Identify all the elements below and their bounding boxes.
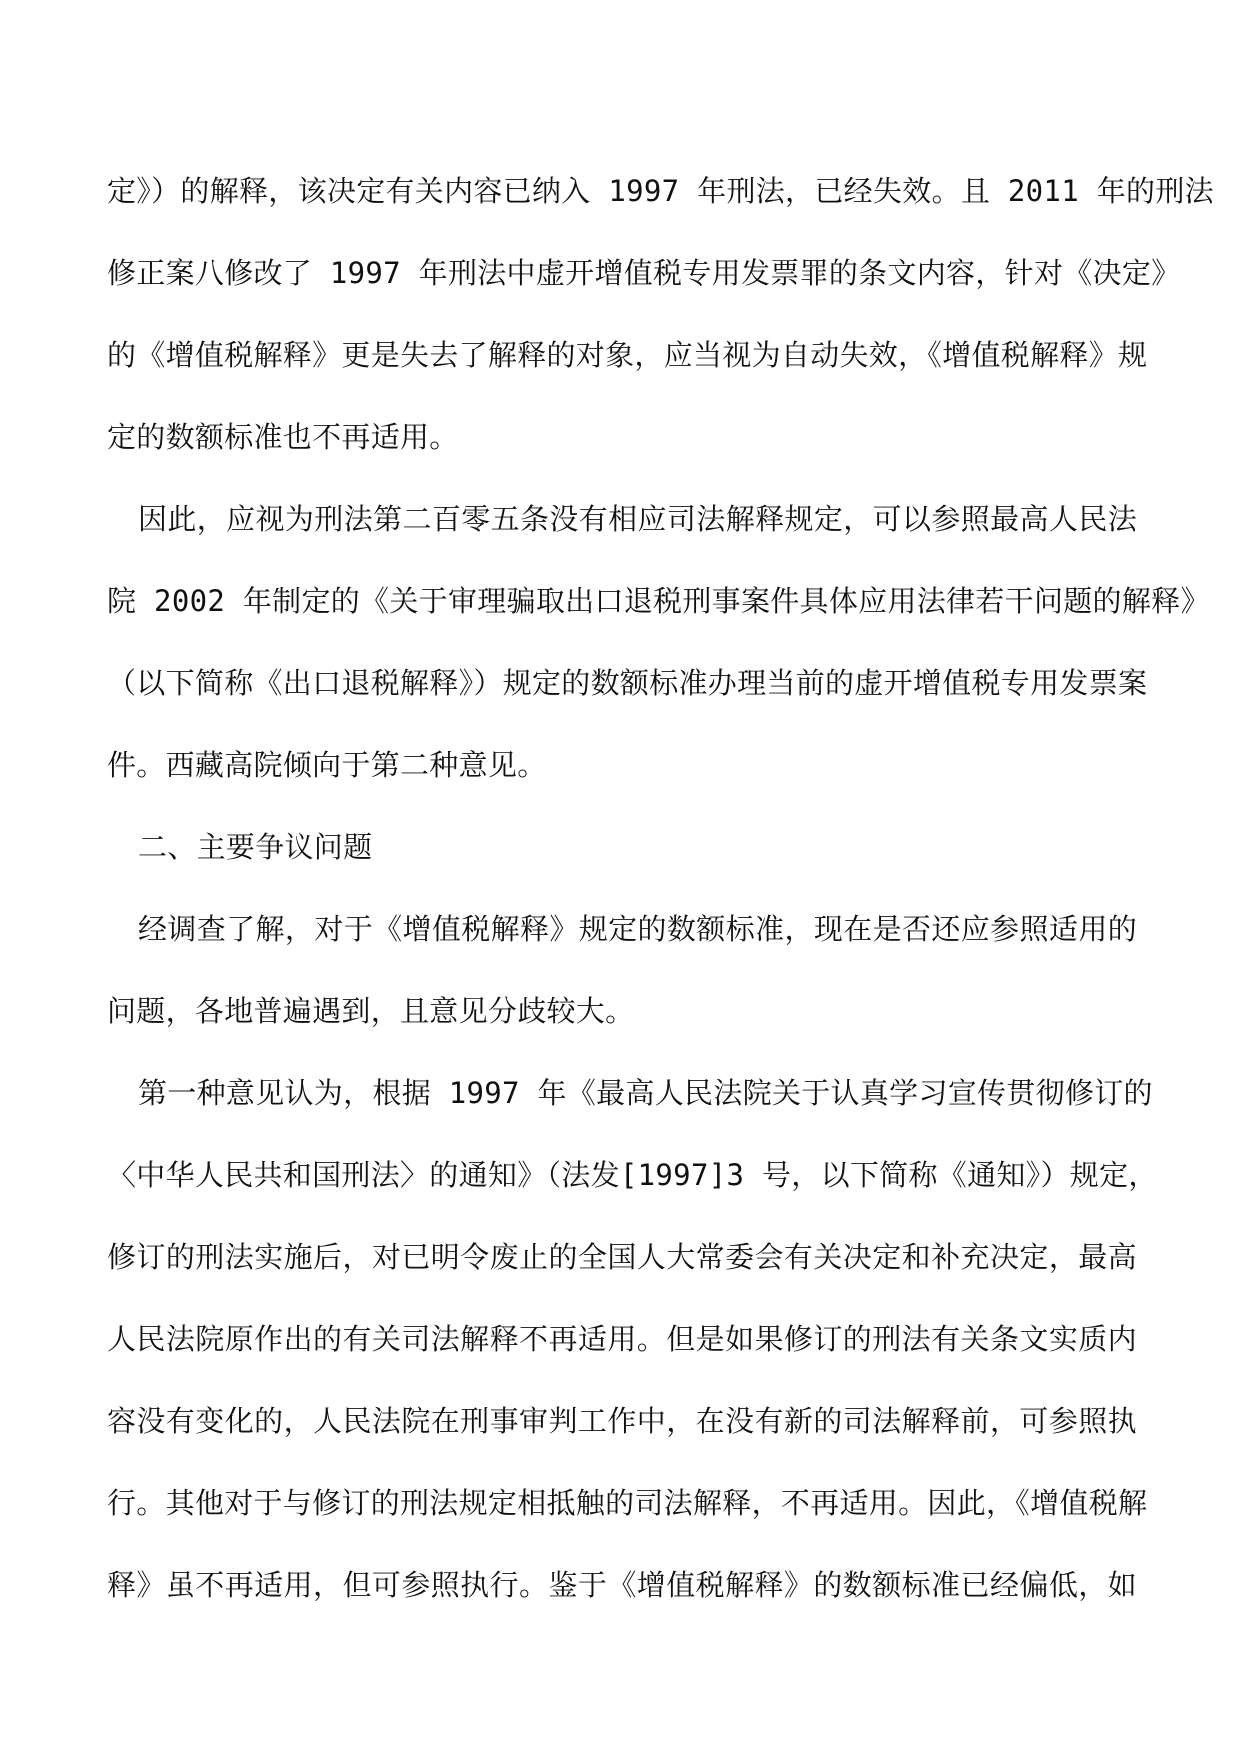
text-line: 二、主要争议问题 bbox=[138, 830, 373, 864]
text-line: 第一种意见认为，根据 1997 年《最高人民法院关于认真学习宣传贯彻修订的 bbox=[138, 1076, 1153, 1110]
text-line: 经调查了解，对于《增值税解释》规定的数额标准，现在是否还应参照适用的 bbox=[138, 912, 1137, 946]
text-line: 修正案八修改了 1997 年刑法中虚开增值税专用发票罪的条文内容，针对《决定》 bbox=[107, 256, 1181, 290]
text-line: 定》）的解释，该决定有关内容已纳入 1997 年刑法，已经失效。且 2011 年的刑法 bbox=[107, 174, 1214, 208]
text-line: 因此，应视为刑法第二百零五条没有相应司法解释规定，可以参照最高人民法 bbox=[138, 502, 1137, 536]
text-line: 定的数额标准也不再适用。 bbox=[107, 420, 459, 454]
text-line: 〈中华人民共和国刑法〉的通知》（法发[1997]3 号，以下简称《通知》）规定， bbox=[107, 1158, 1158, 1192]
text-line: 释》虽不再适用，但可参照执行。鉴于《增值税解释》的数额标准已经偏低，如 bbox=[107, 1568, 1137, 1602]
text-line: 容没有变化的，人民法院在刑事审判工作中，在没有新的司法解释前，可参照执 bbox=[107, 1404, 1137, 1438]
body-text bbox=[107, 160, 1214, 1636]
text-line: 院 2002 年制定的《关于审理骗取出口退税刑事案件具体应用法律若干问题的解释》 bbox=[107, 584, 1210, 618]
text-line: 件。西藏高院倾向于第二种意见。 bbox=[107, 748, 547, 782]
text-line: 问题，各地普遍遇到，且意见分歧较大。 bbox=[107, 994, 635, 1028]
text-line: （以下简称《出口退税解释》）规定的数额标准办理当前的虚开增值税专用发票案 bbox=[107, 666, 1148, 700]
text-line: 的《增值税解释》更是失去了解释的对象，应当视为自动失效，《增值税解释》规 bbox=[107, 338, 1148, 372]
text-line: 人民法院原作出的有关司法解释不再适用。但是如果修订的刑法有关条文实质内 bbox=[107, 1322, 1137, 1356]
text-line: 行。其他对于与修订的刑法规定相抵触的司法解释，不再适用。因此，《增值税解 bbox=[107, 1486, 1148, 1520]
text-line: 修订的刑法实施后，对已明令废止的全国人大常委会有关决定和补充决定，最高 bbox=[107, 1240, 1137, 1274]
